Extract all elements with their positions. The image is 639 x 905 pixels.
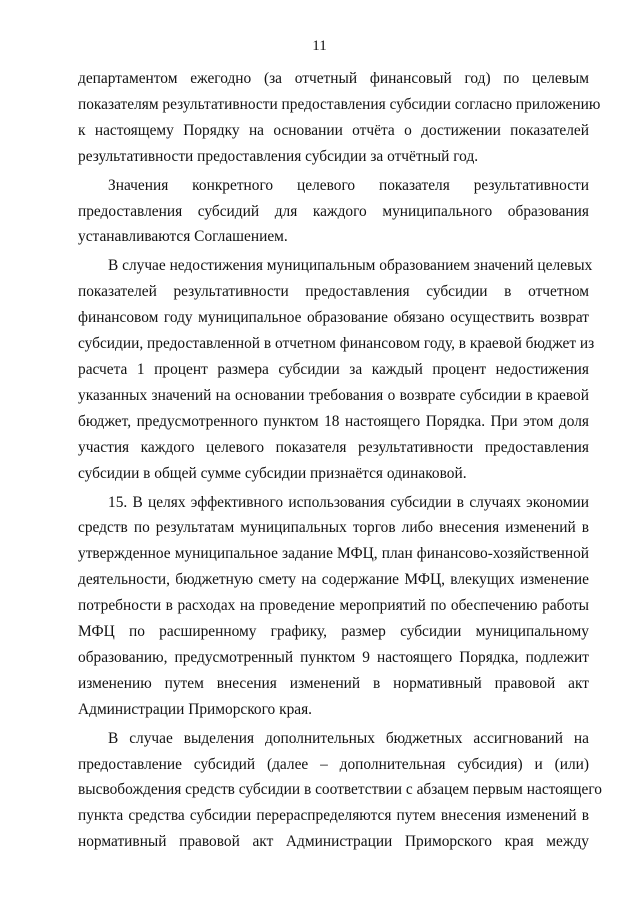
paragraph: [78, 253, 595, 486]
paragraph: [78, 66, 601, 170]
text-line: В случае недостижения муниципальным образованием значений целевых: [108, 257, 593, 275]
paragraph: [78, 490, 589, 723]
paragraph: [78, 726, 602, 856]
text-line: показателей результативности предоставления субсидии в отчетном: [78, 283, 589, 301]
text-line: пункта средства субсидии перераспределяются путем внесения изменений в: [78, 807, 589, 825]
text-line: участия каждого целевого показателя результативности предоставления: [78, 438, 589, 456]
text-line: потребности в расходах на проведение мероприятий по обеспечению работы: [78, 597, 589, 615]
text-line: субсидии, предоставленной в отчетном финансовом году, в краевой бюджет из: [78, 335, 595, 353]
text-line: деятельности, бюджетную смету на содержание МФЦ, влекущих изменение: [78, 571, 589, 589]
text-line: бюджет, предусмотренного пунктом 18 настоящего Порядка. При этом доля: [78, 412, 589, 430]
text-line: показателям результативности предоставления субсидии согласно приложению: [78, 95, 601, 113]
text-line: образованию, предусмотренный пунктом 9 настоящего Порядка, подлежит: [78, 648, 589, 666]
text-line: результативности предоставления субсидии за отчётный год.: [78, 147, 479, 165]
paragraph: [78, 173, 589, 251]
text-line: устанавливаются Соглашением.: [78, 228, 288, 246]
text-line: указанных значений на основании требования о возврате субсидии в краевой: [78, 386, 589, 404]
text-line: предоставления субсидий для каждого муниципального образования: [78, 202, 589, 220]
text-line: В случае выделения дополнительных бюджетных ассигнований на: [108, 729, 589, 747]
document-body: [78, 66, 602, 858]
page-number: 11: [312, 38, 327, 54]
text-line: субсидии в общей сумме субсидии признаётся одинаковой.: [78, 464, 467, 482]
text-line: расчета 1 процент размера субсидии за каждый процент недостижения: [78, 360, 589, 378]
text-line: 15. В целях эффективного использования субсидии в случаях экономии: [108, 493, 589, 511]
text-line: финансовом году муниципальное образование обязано осуществить возврат: [78, 309, 589, 327]
text-line: Значения конкретного целевого показателя результативности: [108, 176, 589, 194]
text-line: изменению путем внесения изменений в нормативный правовой акт: [78, 674, 589, 692]
text-line: Администрации Приморского края.: [78, 700, 313, 718]
text-line: высвобождения средств субсидии в соответствии с абзацем первым настоящего: [78, 781, 602, 799]
text-line: МФЦ по расширенному графику, размер субсидии муниципальному: [78, 623, 589, 641]
text-line: предоставление субсидий (далее – дополнительная субсидия) и (или): [78, 755, 589, 773]
text-line: утвержденное муниципальное задание МФЦ, план финансово-хозяйственной: [78, 545, 589, 563]
text-line: к настоящему Порядку на основании отчёта о достижении показателей: [78, 121, 589, 139]
text-line: средств по результатам муниципальных торгов либо внесения изменений в: [78, 519, 589, 537]
text-line: нормативный правовой акт Администрации Приморского края между: [78, 833, 589, 851]
text-line: департаментом ежегодно (за отчетный финансовый год) по целевым: [78, 70, 589, 87]
